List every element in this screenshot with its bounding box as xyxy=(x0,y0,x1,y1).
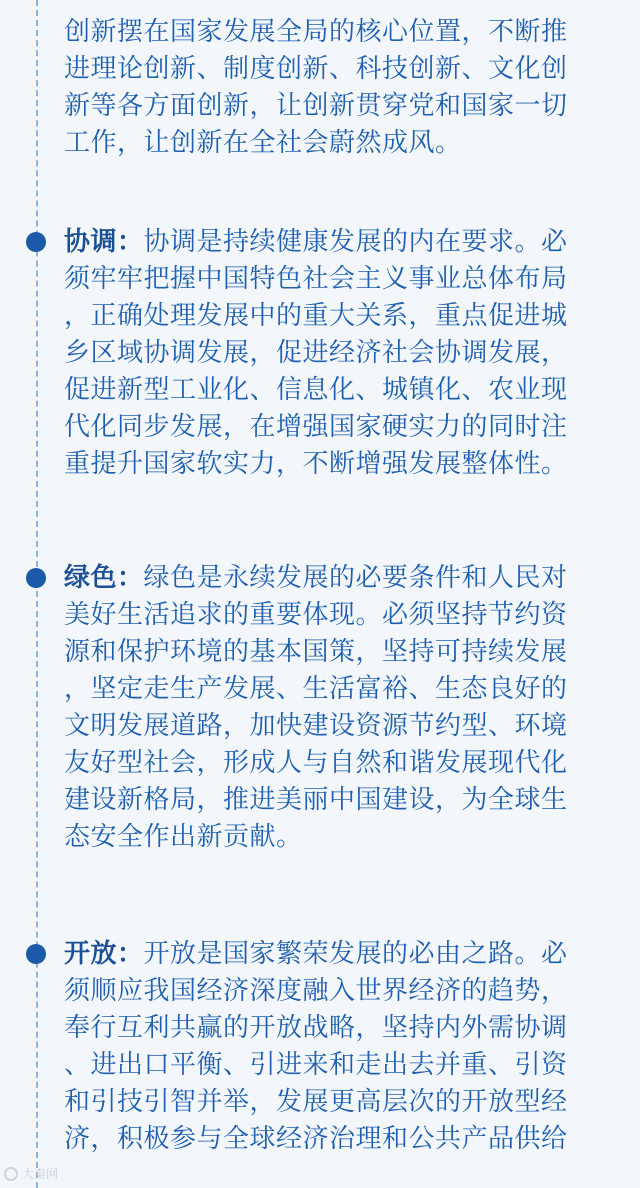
paragraph-line: 创新摆在国家发展全局的核心位置，不断推 xyxy=(64,17,568,47)
paragraph-line: 绿色是永续发展的必要条件和人民对 xyxy=(143,563,568,593)
paragraph-line: 源和保护环境的基本国策，坚持可持续发展 xyxy=(64,637,568,667)
paragraph-line: 和引技引智并举，发展更高层次的开放型经 xyxy=(64,1087,568,1117)
paragraph-line: 代化同步发展，在增强国家硬实力的同时注 xyxy=(64,412,568,442)
paragraph-openness xyxy=(64,936,624,1158)
paragraph-green xyxy=(64,560,624,856)
watermark-text: 大秦网 xyxy=(22,1167,59,1181)
section-term: 绿色： xyxy=(64,563,144,593)
paragraph-line: 新等各方面创新，让创新贯穿党和国家一切 xyxy=(64,91,568,121)
paragraph-line: 奉行互利共赢的开放战略，坚持内外需协调 xyxy=(64,1013,568,1043)
paragraph-line: 文明发展道路，加快建设资源节约型、环境 xyxy=(64,711,568,741)
paragraph-line: 进理论创新、制度创新、科技创新、文化创 xyxy=(64,54,568,84)
timeline-dot-coordination xyxy=(26,232,46,252)
paragraph-innovation xyxy=(64,14,624,162)
section-term: 协调： xyxy=(64,227,144,257)
paragraph-line: 重提升国家软实力，不断增强发展整体性。 xyxy=(64,449,568,479)
paragraph-coordination xyxy=(64,224,624,483)
paragraph-line: 美好生活追求的重要体现。必须坚持节约资 xyxy=(64,600,568,630)
timeline-dot-openness xyxy=(26,944,46,964)
timeline-dashed-line xyxy=(36,0,38,1188)
watermark-logo-icon xyxy=(4,1167,18,1181)
timeline-dot-green xyxy=(26,568,46,588)
paragraph-line: 促进新型工业化、信息化、城镇化、农业现 xyxy=(64,375,568,405)
paragraph-line: ，坚定走生产发展、生活富裕、生态良好的 xyxy=(64,674,568,704)
paragraph-line: 开放是国家繁荣发展的必由之路。必 xyxy=(143,939,568,969)
paragraph-line: 乡区域协调发展，促进经济社会协调发展， xyxy=(64,338,568,368)
paragraph-line: 建设新格局，推进美丽中国建设，为全球生 xyxy=(64,785,568,815)
paragraph-line: ，正确处理发展中的重大关系，重点促进城 xyxy=(64,301,568,331)
watermark xyxy=(4,1165,58,1182)
paragraph-line: 济，积极参与全球经济治理和公共产品供给 xyxy=(64,1124,568,1154)
paragraph-line: 工作，让创新在全社会蔚然成风。 xyxy=(64,128,462,158)
paragraph-line: 态安全作出新贡献。 xyxy=(64,822,303,852)
paragraph-line: 协调是持续健康发展的内在要求。必 xyxy=(143,227,568,257)
paragraph-line: 须顺应我国经济深度融入世界经济的趋势， xyxy=(64,976,568,1006)
paragraph-line: 友好型社会，形成人与自然和谐发展现代化 xyxy=(64,748,568,778)
paragraph-line: 须牢牢把握中国特色社会主义事业总体布局 xyxy=(64,264,568,294)
paragraph-line: 、进出口平衡、引进来和走出去并重、引资 xyxy=(64,1050,568,1080)
section-term: 开放： xyxy=(64,939,144,969)
